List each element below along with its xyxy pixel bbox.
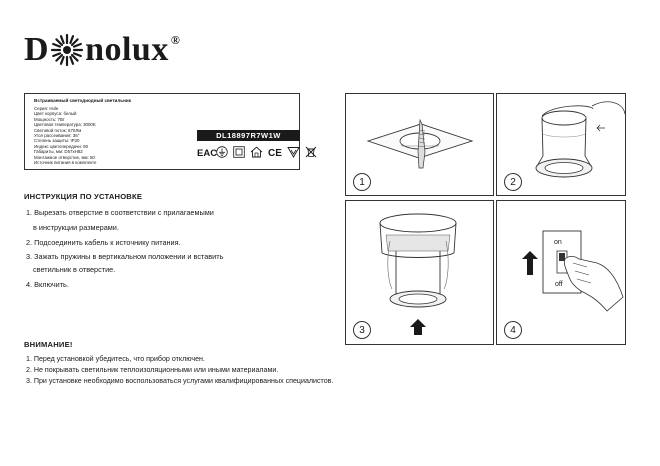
logo-text: nolux (85, 31, 169, 68)
spec-line: Световой поток: 670Лм (34, 127, 82, 133)
spec-line: Источник питания в комплекте (34, 160, 97, 166)
instruction-step: 3. Зажать пружины в вертикальном положении и вставить (26, 252, 224, 261)
spec-line: Монтажное отверстие, мм: 50 (34, 154, 95, 160)
sun-burst-icon (49, 32, 85, 68)
spec-line: Серия: Hole (34, 106, 59, 111)
product-specs (34, 106, 96, 165)
instruction-step: в инструкции размерами. (33, 223, 119, 232)
figure-1-panel (345, 93, 494, 196)
instruction-step: 4. Включить. (26, 280, 69, 289)
indoor-house-icon (250, 146, 263, 158)
class-ii-symbol-icon (233, 146, 245, 158)
warning-item: 1. Перед установкой убедитесь, что прибор отключен. (26, 355, 205, 363)
model-number: DL18897R7W1W (197, 130, 300, 141)
no-bin-icon (305, 146, 317, 158)
spec-line: Цветовая температура: 3000K (34, 122, 96, 128)
instruction-step: 1. Вырезать отверстие в соответствии с прилагаемыми (26, 208, 214, 217)
logo-letter-d: D (24, 31, 50, 68)
spec-line: Степень защиты: IP20 (34, 138, 80, 144)
spec-line: Габариты, мм: D57xH82 (34, 149, 83, 155)
spec-line: Индекс цветопередачи: 90 (34, 143, 89, 149)
figure-number: 1 (353, 173, 371, 191)
figure-number: 4 (504, 321, 522, 339)
eac-label: EAC (197, 148, 218, 159)
spec-line: Мощность: 7Вт (34, 116, 65, 122)
switch-off-label: off (555, 281, 563, 288)
ce-mark-icon (268, 146, 282, 158)
spec-line: Угол рассеивания: 36° (34, 133, 80, 139)
ground-symbol-icon (216, 146, 228, 158)
figure-2-panel (496, 93, 626, 196)
ce-label: CE (268, 148, 282, 159)
eac-mark-icon (197, 146, 218, 159)
product-header: Встраиваемый светодиодный светильник (34, 98, 132, 103)
switch-on-label: on (554, 239, 562, 246)
figure-number: 3 (353, 321, 371, 339)
instruction-step: светильник в отверстие. (33, 265, 116, 274)
figure-3-panel (345, 200, 494, 345)
certification-icons (197, 146, 317, 158)
figure-4-panel (496, 200, 626, 345)
registered-mark: ® (170, 32, 181, 47)
warning-item: 3. При установке необходимо воспользоваться услугами квалифицированных специалистов. (26, 377, 334, 385)
warning-title: ВНИМАНИЕ! (24, 340, 73, 349)
instructions-title: ИНСТРУКЦИЯ ПО УСТАНОВКЕ (24, 192, 143, 201)
instruction-step: 2. Подсоединить кабель к источнику питания. (26, 238, 181, 247)
product-info-box (24, 93, 300, 170)
brand-logo (24, 30, 180, 70)
triangle-symbol-icon (287, 146, 300, 158)
spec-line: Цвет корпуса: белый (34, 111, 77, 117)
figure-number: 2 (504, 173, 522, 191)
warning-item: 2. Не покрывать светильник теплоизоляционными или иными материалами. (26, 366, 279, 374)
